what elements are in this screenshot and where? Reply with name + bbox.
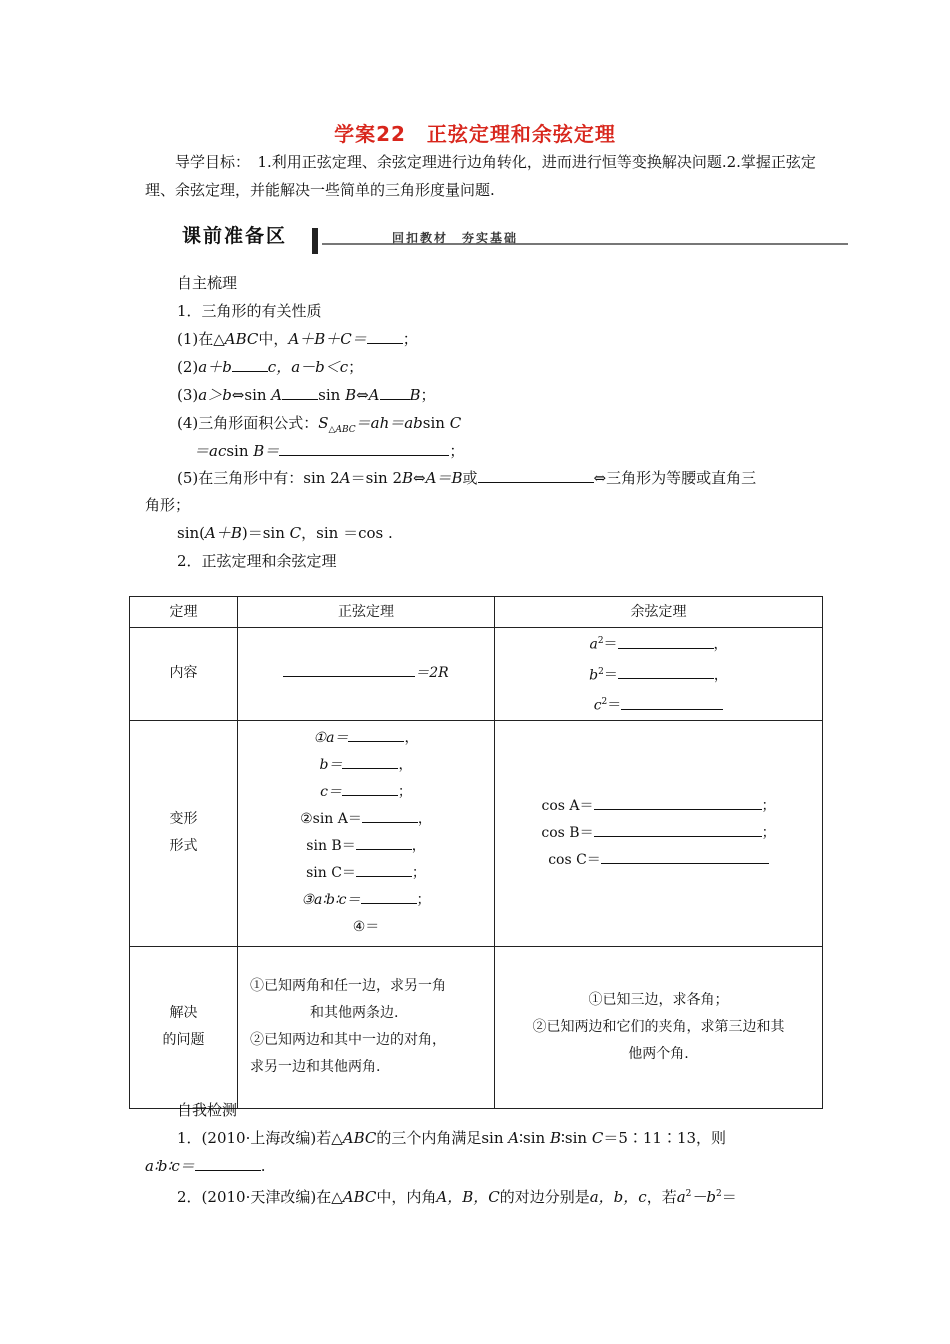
text: a <box>589 636 598 653</box>
text: 的三个内角满足sin <box>376 1129 509 1147</box>
answer-blank[interactable] <box>232 357 268 372</box>
text: 中，内角 <box>376 1188 437 1206</box>
answer-blank[interactable] <box>195 1156 261 1171</box>
text: A＋B <box>205 524 242 542</box>
text: ； <box>449 442 465 460</box>
text: c <box>593 697 602 714</box>
section-2-heading: 2．正弦定理和余弦定理 <box>177 552 337 570</box>
text: c＝ <box>320 784 342 801</box>
text: ，若 <box>646 1188 677 1206</box>
property-line-4-cont <box>194 441 464 461</box>
text: ， <box>713 636 728 653</box>
answer-blank[interactable] <box>601 849 769 864</box>
text: ②已知两边和其中一边的对角， <box>250 1032 446 1049</box>
text: ，sin ＝cos . <box>301 524 393 542</box>
review-heading: 自主梳理 <box>177 274 238 292</box>
text: A，B，C <box>436 1188 500 1206</box>
text: B <box>409 386 421 404</box>
text: ＝sin 2 <box>350 469 403 487</box>
text: sin B＝ <box>306 838 356 855</box>
text: 他两个角. <box>628 1045 689 1062</box>
text: ⇔sin <box>231 386 272 404</box>
text: A <box>508 1129 520 1147</box>
text: 或 <box>462 469 478 487</box>
text: cos A＝ <box>541 797 594 814</box>
text: 2 <box>685 1189 692 1199</box>
cosine-problems-cell <box>495 946 823 1108</box>
text: sin <box>318 386 346 404</box>
text: S <box>318 414 329 432</box>
text: a∶b∶c＝ <box>145 1157 195 1175</box>
answer-blank[interactable] <box>279 441 449 456</box>
answer-blank[interactable] <box>362 808 418 823</box>
question-1 <box>177 1128 726 1148</box>
text: A <box>339 469 351 487</box>
property-line-3 <box>177 385 436 405</box>
text: 变形 <box>169 811 198 828</box>
text: ， <box>398 757 413 774</box>
text: ＝ <box>607 697 622 714</box>
page-title: 学案22 正弦定理和余弦定理 <box>334 122 616 146</box>
text: ＝ac <box>194 442 227 460</box>
cosine-content-cell <box>495 628 823 721</box>
sine-content-cell <box>238 628 495 721</box>
text: 2 <box>598 666 604 677</box>
text: B＝ <box>253 442 280 460</box>
text: ABC <box>342 1129 377 1147</box>
text: ②sin A＝ <box>300 811 362 828</box>
text: ＝ <box>721 1188 737 1206</box>
banner-bar <box>312 228 318 254</box>
answer-blank[interactable] <box>283 662 415 677</box>
sine-problems-cell <box>238 946 495 1108</box>
answer-blank[interactable] <box>618 664 714 679</box>
text: B <box>549 1129 561 1147</box>
text: ＝5∶11∶13，则 <box>603 1129 727 1147</box>
text: ＝2R <box>415 665 449 682</box>
answer-blank[interactable] <box>342 781 398 796</box>
text: (1)在△ <box>177 330 225 348</box>
text: sin C＝ <box>306 865 356 882</box>
question-2 <box>177 1184 737 1207</box>
row-label <box>130 720 238 946</box>
text: a，b，c <box>589 1188 647 1206</box>
text: ①a＝ <box>313 730 349 747</box>
text: 求另一边和其他两角. <box>250 1059 381 1076</box>
text: 和其他两条边. <box>310 1005 399 1022</box>
section-1-heading: 1．三角形的有关性质 <box>177 302 322 320</box>
text: 2 <box>601 697 608 708</box>
header-cell: 正弦定理 <box>238 597 495 628</box>
header-cell: 余弦定理 <box>495 597 823 628</box>
property-line-1 <box>177 329 418 349</box>
text: 2 <box>597 636 604 646</box>
sine-forms-cell <box>238 720 495 946</box>
cosine-forms-cell <box>495 720 823 946</box>
text: a <box>676 1188 686 1206</box>
banner-label: 课前准备区 <box>182 225 288 247</box>
property-line-2 <box>177 357 363 377</box>
text: b＝ <box>319 757 343 774</box>
text: (3) <box>177 386 199 404</box>
answer-blank[interactable] <box>621 695 723 710</box>
text: )＝sin <box>241 524 290 542</box>
text: ⇔三角形为等腰或直角三 <box>593 469 757 487</box>
learning-goals: 导学目标： 1.利用正弦定理、余弦定理进行边角转化，进而进行恒等变换解决问题.2.掌握正弦定理、余弦定理，并能解决一些简单的三角形度量问题. <box>145 153 816 199</box>
text: ∶sin <box>519 1129 550 1147</box>
row-label: 内容 <box>130 628 238 721</box>
text: △ABC <box>328 425 356 435</box>
text: 中， <box>258 330 289 348</box>
text: ③a∶b∶c＝ <box>301 892 361 909</box>
text: ①已知三边，求各角； <box>588 991 729 1008</box>
answer-blank[interactable] <box>361 889 417 904</box>
text: 的问题 <box>162 1032 205 1049</box>
table-row-problems <box>130 946 823 1108</box>
text: －b <box>691 1188 716 1206</box>
property-line-4 <box>177 413 461 440</box>
answer-blank[interactable] <box>594 822 762 837</box>
answer-blank[interactable] <box>618 634 714 649</box>
text: ＝ <box>603 667 618 684</box>
text: ； <box>411 865 426 882</box>
answer-blank[interactable] <box>478 468 594 483</box>
text: (2) <box>177 358 199 376</box>
text: ABC <box>224 330 259 348</box>
table-header-row <box>130 597 823 628</box>
text: ； <box>761 824 776 841</box>
section-banner <box>182 226 848 256</box>
text: ①已知两角和任一边，求另一角 <box>250 978 446 995</box>
text: (4)三角形面积公式： <box>177 414 319 432</box>
answer-blank[interactable] <box>356 862 412 877</box>
text: sin <box>226 442 254 460</box>
text: a＞b <box>198 386 232 404</box>
text: 的对边分别是 <box>499 1188 590 1206</box>
text: 2．(2010·天津改编)在△ <box>177 1188 343 1206</box>
answer-blank[interactable] <box>342 754 398 769</box>
text: ； <box>761 797 776 814</box>
text: ， <box>713 667 728 684</box>
text: ； <box>397 784 412 801</box>
property-line-5 <box>177 468 756 488</box>
answer-blank[interactable] <box>356 835 412 850</box>
text: c， <box>267 358 292 376</box>
text: 解决 <box>169 1005 198 1022</box>
table-row-content <box>130 628 823 721</box>
text: 1．(2010·上海改编)若△ <box>177 1129 343 1147</box>
text: cos C＝ <box>548 851 601 868</box>
answer-blank[interactable] <box>380 385 410 400</box>
text: A <box>271 386 283 404</box>
answer-blank[interactable] <box>348 727 404 742</box>
text: a－b＜c <box>291 358 349 376</box>
text: ； <box>348 358 364 376</box>
text: C <box>449 414 462 432</box>
property-line-6 <box>177 523 393 543</box>
answer-blank[interactable] <box>282 385 318 400</box>
question-1-cont <box>145 1156 266 1176</box>
text: ， <box>411 838 426 855</box>
text: B⇔A＝B <box>402 469 463 487</box>
text: C <box>591 1129 604 1147</box>
text: cos B＝ <box>541 824 594 841</box>
text: ＝ah＝ab <box>355 414 423 432</box>
text: sin( <box>177 524 206 542</box>
text: ； <box>416 892 431 909</box>
text: a＋b <box>198 358 232 376</box>
text: ④＝ <box>352 919 380 936</box>
text: 2 <box>716 1189 722 1199</box>
self-check-heading: 自我检测 <box>177 1101 238 1119</box>
text: ABC <box>342 1188 377 1206</box>
text: B⇔A <box>345 386 380 404</box>
header-cell: 定理 <box>130 597 238 628</box>
row-label <box>130 946 238 1108</box>
text: ； <box>420 386 436 404</box>
text: ∶sin <box>561 1129 592 1147</box>
answer-blank[interactable] <box>367 329 403 344</box>
text: b <box>589 667 599 684</box>
text: sin <box>422 414 450 432</box>
banner-subtitle: 回扣教材 夯实基础 <box>392 231 519 245</box>
text: ， <box>417 811 432 828</box>
text: ②已知两边和它们的夹角，求第三边和其 <box>532 1018 785 1035</box>
text: A＋B＋C＝ <box>288 330 367 348</box>
answer-blank[interactable] <box>594 795 762 810</box>
text: C <box>289 524 302 542</box>
text: 形式 <box>169 838 198 855</box>
text: . <box>260 1157 266 1175</box>
text: ， <box>404 730 419 747</box>
text: ＝ <box>603 636 618 653</box>
theorem-table <box>129 596 823 1109</box>
text: ； <box>402 330 418 348</box>
text: (5)在三角形中有：sin 2 <box>177 469 340 487</box>
property-line-5-cont: 角形； <box>145 496 191 514</box>
table-row-forms <box>130 720 823 946</box>
